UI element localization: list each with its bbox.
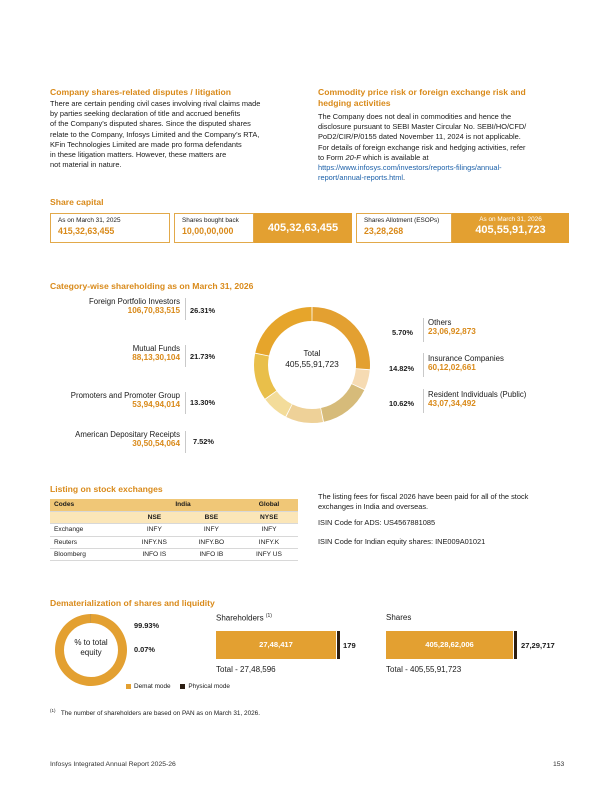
buyback-value: 10,00,00,000 xyxy=(182,226,234,236)
category-shares: 23,06,92,873 xyxy=(428,327,476,336)
text-line: in these litigation matters. However, these matters are xyxy=(50,150,227,160)
text-line: relate to the Company, Infosys Limited and the Company’s RTA, xyxy=(50,129,260,139)
legend-physical-swatch xyxy=(180,684,185,689)
cell-bse: INFY xyxy=(183,524,240,536)
header-global: Global xyxy=(240,499,298,511)
demat-donut-center xyxy=(64,638,118,657)
cell-nse: INFY xyxy=(126,524,183,536)
text-line: The listing fees for fiscal 2026 have been paid for all of the stock xyxy=(318,492,529,501)
footnote-mark: (1) xyxy=(50,708,56,713)
category-adr xyxy=(40,430,180,448)
category-shares: 30,50,54,064 xyxy=(132,439,180,448)
category-shares: 53,94,94,014 xyxy=(132,400,180,409)
header-codes: Codes xyxy=(50,499,126,511)
subheader-bse: BSE xyxy=(183,511,240,523)
cell-nyse: INFY xyxy=(240,524,298,536)
text-line: KFin Technologies Limited are made pro forma defendants xyxy=(50,139,242,149)
legend-physical-label: Physical mode xyxy=(188,683,230,690)
category-name: Mutual Funds xyxy=(132,344,180,353)
cell-bse: INFO IB xyxy=(183,549,240,561)
text-fragment: . xyxy=(403,173,406,183)
footnote-ref: (1) xyxy=(265,613,272,619)
category-shares: 106,70,83,515 xyxy=(127,306,180,315)
shareholders-title xyxy=(216,613,272,623)
demat-pct: 99.93% xyxy=(134,621,160,630)
cell-nyse: INFY.K xyxy=(240,536,298,548)
legend-demat-label: Demat mode xyxy=(134,683,171,690)
divider xyxy=(185,431,186,453)
closing-shares-box xyxy=(452,213,569,243)
pct-promoters: 13.30% xyxy=(190,398,216,407)
category-shares: 43,07,34,492 xyxy=(428,399,476,408)
closing-label: As on March 31, 2026 xyxy=(479,216,542,223)
text-line: For details of foreign exchange risk and hedging activities, refer xyxy=(318,142,526,152)
category-mutual-funds xyxy=(40,344,180,362)
listing-heading: Listing on stock exchanges xyxy=(50,484,163,494)
cell-bse: INFY.BO xyxy=(183,536,240,548)
donut-center-line: % to total xyxy=(74,638,108,647)
text-line: PoD2/CIR/P/0155 dated November 11, 2024 is not applicable. xyxy=(318,132,521,142)
category-insurance xyxy=(428,354,504,372)
shares-title: Shares xyxy=(386,613,412,622)
shareholders-physical-bar xyxy=(337,631,340,659)
donut-slice-insurance-companies xyxy=(321,384,364,422)
divider xyxy=(423,389,424,413)
shares-physical-bar xyxy=(514,631,517,659)
category-name: Others xyxy=(428,318,452,327)
net-shares-box xyxy=(254,213,352,243)
subheader-nse: NSE xyxy=(126,511,183,523)
net-shares-value: 405,32,63,455 xyxy=(267,222,339,234)
listing-fees-text xyxy=(318,492,578,512)
category-others xyxy=(428,318,476,336)
donut-center-label: Total xyxy=(303,349,321,358)
pct-insurance: 14.82% xyxy=(389,364,415,373)
table-row xyxy=(50,549,298,561)
row-label: Bloomberg xyxy=(50,549,126,561)
donut-slice-resident-individuals-public xyxy=(286,404,323,423)
esop-label: Shares Allotment (ESOPs) xyxy=(364,217,440,224)
row-label: Reuters xyxy=(50,536,126,548)
esop-value: 23,28,268 xyxy=(364,226,404,236)
closing-value: 405,55,91,723 xyxy=(475,224,546,236)
text-line: not material in nature. xyxy=(50,160,122,170)
donut-center-value: 405,55,91,723 xyxy=(285,359,339,369)
buyback-box xyxy=(174,213,254,243)
share-capital-heading: Share capital xyxy=(50,197,104,207)
category-name: Promoters and Promoter Group xyxy=(70,391,180,400)
text-line: disclosure pursuant to SEBI Master Circular No. SEBI/HO/CFD/ xyxy=(318,122,527,132)
category-promoters xyxy=(40,391,180,409)
text-fragment: which is available at xyxy=(360,152,429,162)
category-resident xyxy=(428,390,526,408)
cell-nyse: INFY US xyxy=(240,549,298,561)
shareholding-heading: Category-wise shareholding as on March 31, 2026 xyxy=(50,281,254,291)
pct-adr: 7.52% xyxy=(193,437,214,446)
demat-legend xyxy=(126,683,230,690)
disputes-paragraph xyxy=(50,99,310,170)
commodity-paragraph xyxy=(318,112,578,183)
shareholders-demat-value: 27,48,417 xyxy=(259,640,293,649)
esop-box xyxy=(356,213,452,243)
divider xyxy=(423,318,424,342)
table-subheader-row xyxy=(50,511,298,523)
text-line: There are certain pending civil cases involving rival claims made xyxy=(50,99,261,108)
divider xyxy=(423,353,424,377)
cell-nse: INFY.NS xyxy=(126,536,183,548)
table-header-row xyxy=(50,499,298,511)
physical-pct: 0.07% xyxy=(134,645,155,654)
shareholders-physical-value: 179 xyxy=(343,641,356,650)
cell-nse: INFO IS xyxy=(126,549,183,561)
table-row xyxy=(50,524,298,536)
isin-india: ISIN Code for Indian equity shares: INE009A01021 xyxy=(318,537,486,546)
legend-demat-swatch xyxy=(126,684,131,689)
opening-label: As on March 31, 2025 xyxy=(58,217,121,224)
heading-line: hedging activities xyxy=(318,97,391,108)
footnote xyxy=(50,708,260,717)
demat-heading: Dematerialization of shares and liquidity xyxy=(50,598,215,608)
listing-table xyxy=(50,499,298,561)
pct-fpi: 26.31% xyxy=(190,306,216,315)
text-line: exchanges in India and overseas. xyxy=(318,502,429,512)
category-fpi xyxy=(40,297,180,315)
page-number: 153 xyxy=(553,761,565,768)
heading-line: Commodity price risk or foreign exchange risk and xyxy=(318,87,526,97)
divider xyxy=(185,345,186,367)
text-line xyxy=(318,153,578,163)
category-name: Insurance Companies xyxy=(428,354,504,363)
annual-reports-link[interactable]: https://www.infosys.com/investors/reports-filings/annual- xyxy=(318,163,502,173)
donut-center-line: equity xyxy=(80,647,102,657)
opening-shares-box xyxy=(50,213,170,243)
footer-title: Infosys Integrated Annual Report 2025-26 xyxy=(50,761,176,768)
donut-center xyxy=(272,349,352,369)
pct-others: 5.70% xyxy=(392,328,413,337)
text-line: The Company does not deal in commodities and hence the xyxy=(318,112,512,121)
shares-demat-value: 405,28,62,006 xyxy=(425,640,474,649)
shareholders-total: Total - 27,48,596 xyxy=(216,665,276,674)
header-india: India xyxy=(126,499,240,511)
annual-reports-link-cont[interactable]: report/annual-reports.html xyxy=(318,173,404,183)
text-line: by parties seeking declaration of title and accrued benefits xyxy=(50,109,241,119)
subheader-blank xyxy=(50,511,126,523)
form-name: 20-F xyxy=(345,152,361,162)
category-shares: 60,12,02,661 xyxy=(428,363,476,372)
text-fragment: to Form xyxy=(318,152,346,162)
opening-value: 415,32,63,455 xyxy=(58,226,115,236)
shares-total: Total - 405,55,91,723 xyxy=(386,665,462,674)
title-text: Shareholders xyxy=(216,613,264,623)
commodity-heading xyxy=(318,87,526,108)
divider xyxy=(185,298,186,320)
pct-resident: 10.62% xyxy=(389,399,415,408)
buyback-label: Shares bought back xyxy=(182,217,239,224)
category-name: American Depositary Receipts xyxy=(75,430,180,439)
footnote-text: The number of shareholders are based on PAN as on March 31, 2026. xyxy=(60,710,261,718)
text-line: of the Company’s disputed shares. Since the disputed shares xyxy=(50,119,251,129)
row-label: Exchange xyxy=(50,524,126,536)
category-name: Resident Individuals (Public) xyxy=(428,390,527,399)
category-name: Foreign Portfolio Investors xyxy=(88,297,180,306)
disputes-heading: Company shares-related disputes / litigation xyxy=(50,87,231,97)
shares-physical-value: 27,29,717 xyxy=(521,641,555,650)
isin-ads: ISIN Code for ADS: US4567881085 xyxy=(318,518,436,527)
divider xyxy=(185,392,186,414)
category-shares: 88,13,30,104 xyxy=(132,353,180,362)
subheader-nyse: NYSE xyxy=(240,511,298,523)
pct-mutual-funds: 21.73% xyxy=(190,352,216,361)
table-row xyxy=(50,536,298,548)
